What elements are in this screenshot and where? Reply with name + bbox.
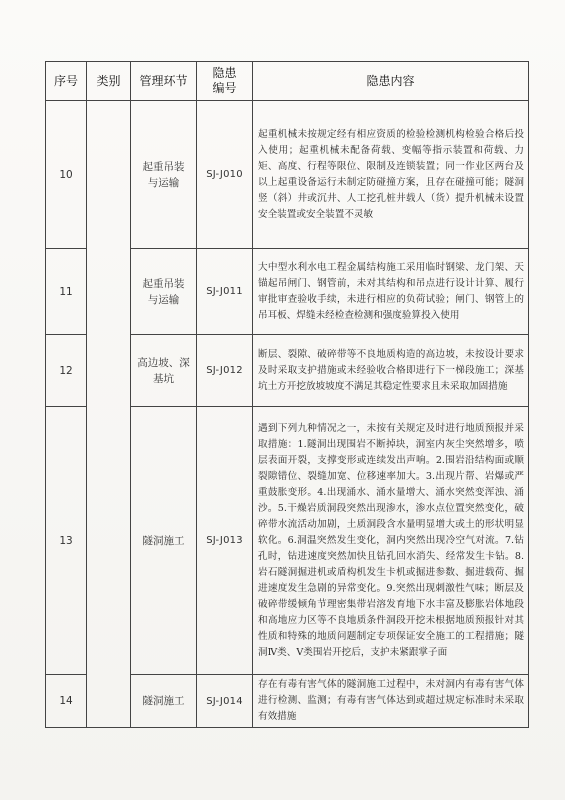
cell-management <box>131 675 197 728</box>
cell-seq: 11 <box>46 249 87 335</box>
management-line: 基坑 <box>153 372 174 385</box>
management-line: 与运输 <box>147 293 180 306</box>
cell-management <box>131 407 197 675</box>
cell-code: SJ-J011 <box>197 249 253 335</box>
header-management: 管理环节 <box>131 62 197 101</box>
cell-seq: 12 <box>46 335 87 407</box>
cell-code: SJ-J010 <box>197 101 253 249</box>
management-line: 隧洞施工 <box>142 695 185 707</box>
header-code <box>197 62 253 101</box>
header-code-line1: 隐患 <box>212 66 237 80</box>
cell-management <box>131 101 197 249</box>
table-row <box>46 101 529 249</box>
cell-content: 大中型水利水电工程金属结构施工采用临时钢梁、龙门架、天锚起吊闸门、钢管前，未对其结构和吊点进行设计计算、履行审批审查验收手续，未进行相应的负荷试验；闸门、钢管上的吊耳板、焊缝未经检查检测和强度验算投入使用 <box>253 249 529 335</box>
header-content: 隐患内容 <box>253 62 529 101</box>
cell-management <box>131 249 197 335</box>
hazard-table <box>45 61 529 728</box>
cell-code: SJ-J013 <box>197 407 253 675</box>
management-line: 起重吊装 <box>142 160 185 173</box>
cell-management <box>131 335 197 407</box>
cell-code: SJ-J012 <box>197 335 253 407</box>
cell-content: 起重机械未按规定经有相应资质的检验检测机构检验合格后投入使用；起重机械未配备荷载、变幅等指示装置和荷载、力矩、高度、行程等限位、限制及连锁装置；同一作业区两台及以上起重设备运行未制定防碰撞方案，且存在碰撞可能；隧洞竖（斜）井或沉井、人工挖孔桩井载人（货）提升机械未设置安全装置或安全装置不灵敏 <box>253 101 529 249</box>
cell-seq: 10 <box>46 101 87 249</box>
cell-seq: 14 <box>46 675 87 728</box>
cell-code: SJ-J014 <box>197 675 253 728</box>
header-category: 类别 <box>87 62 131 101</box>
management-line: 高边坡、深 <box>137 356 190 369</box>
management-line: 起重吊装 <box>142 277 185 290</box>
management-line: 与运输 <box>147 176 180 189</box>
cell-category <box>87 101 131 728</box>
cell-seq: 13 <box>46 407 87 675</box>
table-header-row <box>46 62 529 101</box>
cell-content: 存在有毒有害气体的隧洞施工过程中，未对洞内有毒有害气体进行检测、监测；有毒有害气体达到或超过规定标准时未采取有效措施 <box>253 675 529 728</box>
header-code-line2: 编号 <box>212 81 237 95</box>
header-seq: 序号 <box>46 62 87 101</box>
cell-content: 遇到下列九种情况之一，未按有关规定及时进行地质预报并采取措施：1.隧洞出现围岩不断掉块，洞室内灰尘突然增多，喷层表面开裂，支撑变形或连续发出声响。2.围岩沿结构面或顺裂隙错位、裂缝加宽、位移速率加大。3.出现片帮、岩爆或严重鼓胀变形。4.出现涌水、涌水量增大、涌水突然变浑浊、涌沙。5.干燥岩质洞段突然出现渗水，渗水点位置突然变化，破碎带水流活动加剧，土质洞段含水量明显增大或土的形状明显软化。6.洞温突然发生变化，洞内突然出现冷空气对流。7.钻孔时，钻进速度突然加快且钻孔回水消失、经常发生卡钻。8.岩石隧洞掘进机或盾构机发生卡机或掘进参数、掘进载荷、掘进速度发生急剧的异常变化。9.突然出现刺激性气味；断层及破碎带缓倾角节理密集带岩溶发育地下水丰富及膨胀岩体地段和高地应力区等不良地质条件洞段开挖未根据地质预报针对其性质和特殊的地质问题制定专项保证安全施工的工程措施；隧洞Ⅳ类、Ⅴ类围岩开挖后，支护未紧跟掌子面 <box>253 407 529 675</box>
management-line: 隧洞施工 <box>142 534 185 547</box>
cell-content: 断层、裂隙、破碎带等不良地质构造的高边坡，未按设计要求及时采取支护措施或未经验收合格即进行下一梯段施工；深基坑土方开挖放坡坡度不满足其稳定性要求且未采取加固措施 <box>253 335 529 407</box>
